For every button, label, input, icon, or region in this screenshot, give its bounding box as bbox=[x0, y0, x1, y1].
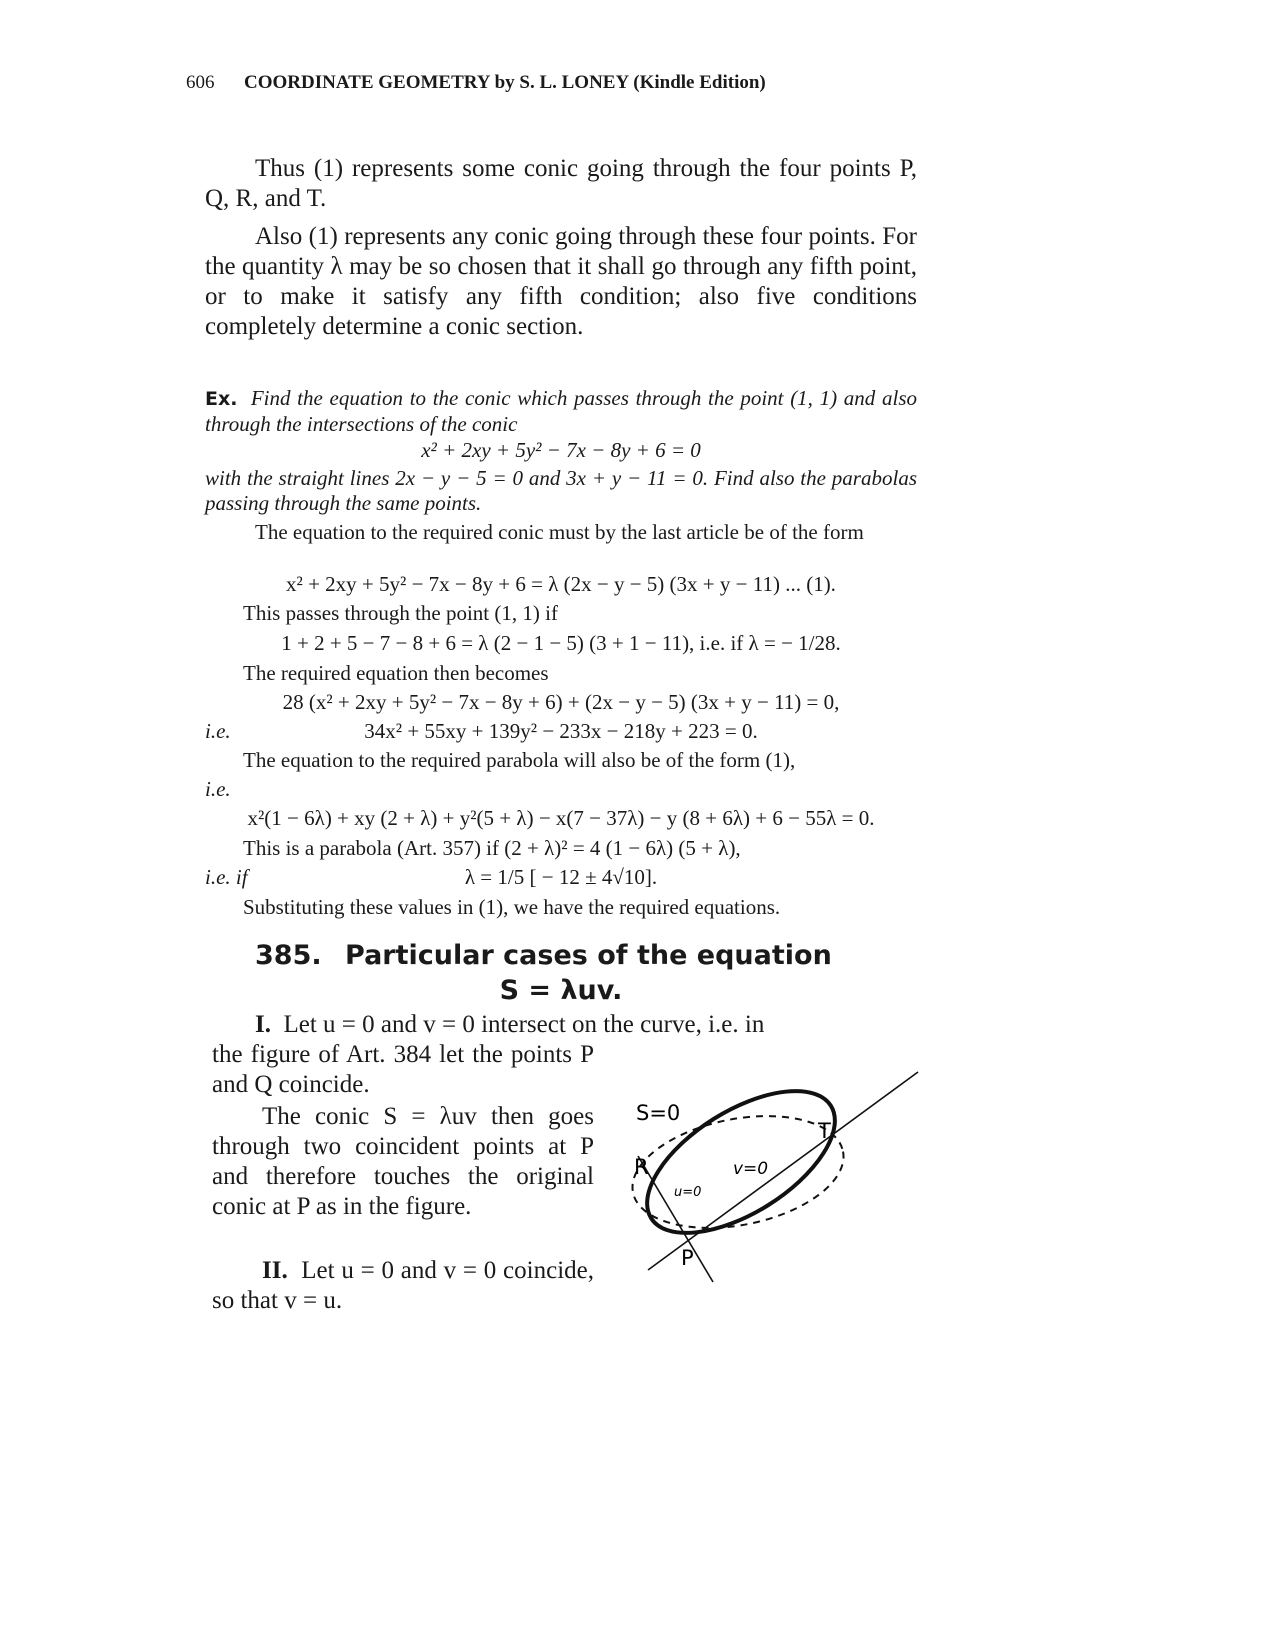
section-title: Particular cases of the equation bbox=[345, 940, 832, 971]
ie-if-label: i.e. if bbox=[205, 865, 248, 889]
label-s0: S=0 bbox=[636, 1101, 681, 1125]
case-2-label: II. bbox=[262, 1257, 288, 1284]
example-statement-2: with the straight lines 2x − y − 5 = 0 and 3x + y − 11 = 0. Find also the parabolas passing through the same points. bbox=[205, 466, 917, 515]
paragraph-2: Also (1) represents any conic going through these four points. For the quantity λ may be so chosen that it shall go through any fifth point, or to make it satisfy any fifth condition; also five conditions completely determine a conic section. bbox=[205, 223, 917, 340]
example-statement-1 bbox=[205, 386, 917, 437]
equation-conic: x² + 2xy + 5y² − 7x − 8y + 6 = 0 bbox=[421, 438, 701, 462]
label-p: P bbox=[681, 1246, 694, 1270]
section-equation: S = λuv. bbox=[499, 975, 623, 1006]
ie-label-1: i.e. bbox=[205, 719, 231, 743]
case-1-text-a: Let u = 0 and v = 0 intersect on the curve, i.e. in bbox=[283, 1011, 765, 1038]
equation-2: 1 + 2 + 5 − 7 − 8 + 6 = λ (2 − 1 − 5) (3 + 1 − 11), i.e. if λ = − 1/28. bbox=[281, 631, 841, 655]
equation-3: 28 (x² + 2xy + 5y² − 7x − 8y + 6) + (2x − y − 5) (3x + y − 11) = 0, bbox=[282, 690, 840, 714]
case-1-text-b: the figure of Art. 384 let the points P and Q coincide. bbox=[212, 1041, 594, 1098]
conic-figure bbox=[600, 1060, 930, 1300]
section-number: 385. bbox=[255, 940, 322, 971]
case-2-paragraph bbox=[212, 1256, 594, 1316]
page-header bbox=[186, 72, 766, 94]
case-2-text: Let u = 0 and v = 0 coincide, so that v = u. bbox=[212, 1257, 594, 1314]
equation-1: x² + 2xy + 5y² − 7x − 8y + 6 = λ (2x − y − 5) (3x + y − 11) ... (1). bbox=[286, 572, 836, 596]
ie-label-2: i.e. bbox=[205, 777, 231, 801]
solution-text-2: This passes through the point (1, 1) if bbox=[243, 601, 558, 625]
label-v0: v=0 bbox=[733, 1159, 769, 1179]
label-t: T bbox=[818, 1119, 831, 1143]
section-heading bbox=[255, 940, 832, 971]
solution-text-1: The equation to the required conic must by the last article be of the form bbox=[255, 520, 864, 544]
line-u bbox=[638, 1156, 713, 1282]
case-1-line bbox=[255, 1010, 764, 1040]
label-r: R bbox=[634, 1155, 649, 1179]
book-title: COORDINATE GEOMETRY by S. L. LONEY (Kindle Edition) bbox=[244, 72, 766, 93]
solution-text-6: Substituting these values in (1), we have the required equations. bbox=[243, 895, 781, 919]
example-text-1: Find the equation to the conic which passes through the point (1, 1) and also through the intersections of the conic bbox=[205, 386, 917, 436]
label-u0: u=0 bbox=[674, 1185, 702, 1200]
page-number: 606 bbox=[186, 72, 215, 93]
equation-6: λ = 1/5 [ − 12 ± 4√10]. bbox=[464, 865, 658, 889]
solution-text-3: The required equation then becomes bbox=[243, 661, 549, 685]
equation-5: x²(1 − 6λ) + xy (2 + λ) + y²(5 + λ) − x(7 − 37λ) − y (8 + 6λ) + 6 − 55λ = 0. bbox=[247, 806, 875, 830]
equation-4: 34x² + 55xy + 139y² − 233x − 218y + 223 = 0. bbox=[364, 719, 758, 743]
solution-text-5: This is a parabola (Art. 357) if (2 + λ)² = 4 (1 − 6λ) (5 + λ), bbox=[243, 836, 741, 860]
paragraph-1: Thus (1) represents some conic going through the four points P, Q, R, and T. bbox=[205, 155, 917, 212]
solution-text-4: The equation to the required parabola will also be of the form (1), bbox=[243, 748, 796, 772]
case-1-text-c: The conic S = λuv then goes through two coincident points at P and therefore touches the original conic at P as in the figure. bbox=[212, 1103, 594, 1220]
case-1-label: I. bbox=[255, 1011, 271, 1038]
example-label: Ex. bbox=[205, 388, 238, 410]
